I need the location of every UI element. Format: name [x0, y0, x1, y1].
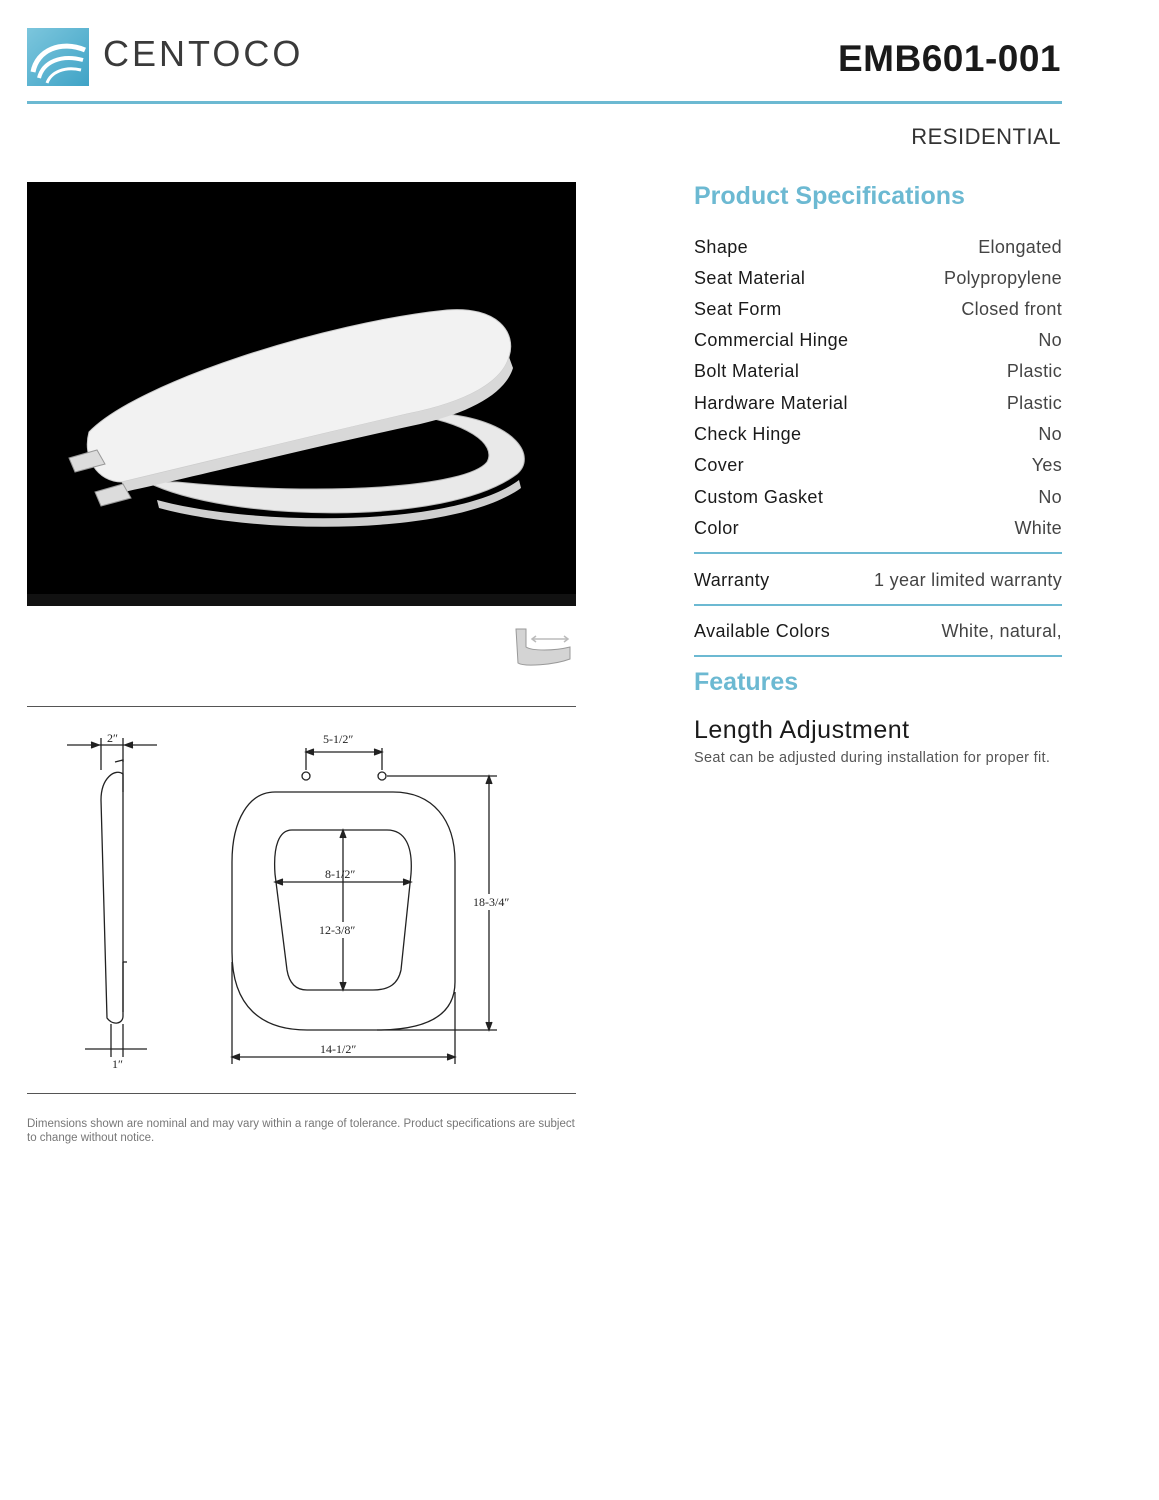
- spec-label: Color: [694, 518, 740, 538]
- spec-label: Seat Form: [694, 299, 782, 319]
- spec-value: Yes: [1031, 455, 1062, 475]
- spec-value: No: [1038, 330, 1062, 350]
- dim-opening-length-label: 12-3/8″: [319, 923, 356, 937]
- dim-opening-width-label: 8-1/2″: [325, 867, 356, 881]
- spec-row-warranty: [694, 565, 1062, 596]
- spec-label: Shape: [694, 237, 749, 257]
- features-section-title: Features: [694, 668, 799, 696]
- spec-value: Plastic: [1006, 393, 1062, 413]
- spec-label: Seat Material: [694, 268, 806, 288]
- spec-label: Bolt Material: [694, 361, 800, 381]
- spec-row-color: [694, 513, 1062, 544]
- category-label: RESIDENTIAL: [911, 124, 1061, 149]
- spec-value: Elongated: [978, 237, 1062, 257]
- spec-value: White: [1014, 518, 1062, 538]
- spec-row-check-hinge: [694, 419, 1062, 450]
- header-divider: [27, 101, 1062, 104]
- dim-bolt-spacing-label: 5-1/2″: [323, 732, 354, 746]
- spec-value: No: [1038, 424, 1062, 444]
- spec-label: Warranty: [694, 570, 770, 590]
- spec-row-commercial-hinge: [694, 325, 1062, 356]
- spec-row-custom-gasket: [694, 482, 1062, 513]
- spec-divider: [694, 604, 1062, 606]
- spec-label: Hardware Material: [694, 393, 848, 413]
- spec-value: Closed front: [961, 299, 1062, 319]
- spec-row-hardware-material: [694, 388, 1062, 419]
- spec-row-cover: [694, 450, 1062, 481]
- spec-value: Polypropylene: [944, 268, 1062, 288]
- brand-name: CENTOCO: [103, 33, 304, 74]
- spec-value: Plastic: [1006, 361, 1062, 381]
- feature-heading: Length Adjustment: [694, 716, 910, 744]
- spec-value: No: [1038, 487, 1062, 507]
- spec-value: White, natural,: [941, 621, 1062, 641]
- spec-label: Custom Gasket: [694, 487, 824, 507]
- spec-label: Available Colors: [694, 621, 831, 641]
- model-number: EMB601-001: [837, 38, 1061, 79]
- spec-row-available-colors: [694, 616, 1062, 647]
- dim-side-top-label: 2″: [107, 731, 118, 745]
- dim-overall-length-label: 18-3/4″: [473, 895, 510, 909]
- drawing-top-divider: [27, 706, 576, 707]
- brand-logo-icon: [27, 28, 89, 86]
- spec-divider: [694, 552, 1062, 554]
- dim-overall-width-label: 14-1/2″: [320, 1042, 357, 1056]
- spec-row-seat-material: [694, 263, 1062, 294]
- feature-description: Seat can be adjusted during installation for proper fit.: [694, 750, 1051, 766]
- spec-value: 1 year limited warranty: [874, 570, 1062, 590]
- spec-section-title: Product Specifications: [694, 182, 965, 210]
- product-photo: [27, 182, 576, 606]
- spec-label: Check Hinge: [694, 424, 802, 444]
- spec-divider: [694, 655, 1062, 657]
- spec-row-bolt-material: [694, 356, 1062, 387]
- spec-label: Cover: [694, 455, 745, 475]
- drawing-bottom-divider: [27, 1093, 576, 1094]
- dimension-drawing: [27, 712, 576, 1082]
- spec-label: Commercial Hinge: [694, 330, 849, 350]
- disclaimer-text: Dimensions shown are nominal and may vary within a range of tolerance. Product specifications are subject to change without notice.: [27, 1118, 575, 1144]
- spec-row-seat-form: [694, 294, 1062, 325]
- spec-row-shape: [694, 232, 1062, 263]
- dim-side-bottom-label: 1″: [112, 1057, 123, 1071]
- seat-side-view-icon: [514, 625, 572, 667]
